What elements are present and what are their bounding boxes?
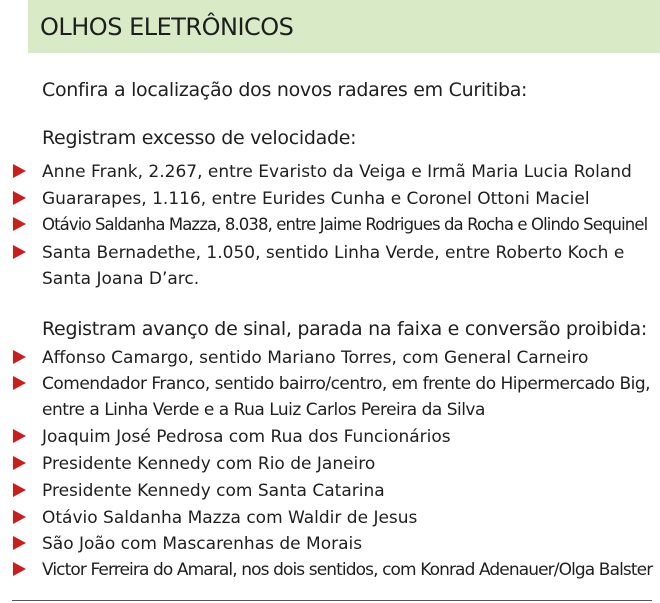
triangle-bullet-icon (13, 191, 26, 205)
triangle-bullet-icon (13, 217, 26, 231)
list-item-text: Comendador Franco, sentido bairro/centro, em frente do Hipermercado Big, entre a Linha Verde e a Rua Luiz Carlos Pereira da Silva (42, 374, 651, 420)
page-title: OLHOS ELETRÔNICOS (40, 13, 294, 41)
list-item-text: Joaquim José Pedrosa com Rua dos Funcionários (42, 427, 451, 447)
list-item-text: Presidente Kennedy com Rio de Janeiro (42, 454, 376, 474)
triangle-bullet-icon (13, 376, 26, 390)
triangle-bullet-icon (13, 429, 26, 443)
intro-text: Confira a localização dos novos radares em Curitiba: (42, 79, 528, 101)
triangle-bullet-icon (13, 536, 26, 550)
triangle-bullet-icon (13, 562, 26, 576)
section-heading-speed: Registram excesso de velocidade: (42, 127, 357, 149)
list-item-text: Otávio Saldanha Mazza, 8.038, entre Jaime Rodrigues da Rocha e Olindo Sequinel (42, 215, 648, 234)
triangle-bullet-icon (13, 164, 26, 178)
list-item-text: Victor Ferreira do Amaral, nos dois sentidos, com Konrad Adenauer/Olga Balster (42, 560, 653, 580)
list-item-text: Guararapes, 1.116, entre Eurides Cunha e Coronel Ottoni Maciel (42, 189, 590, 209)
list-item-text: Otávio Saldanha Mazza com Waldir de Jesus (42, 508, 418, 528)
header-band (28, 0, 660, 53)
triangle-bullet-icon (13, 456, 26, 470)
triangle-bullet-icon (13, 245, 26, 259)
list-item-text: Affonso Camargo, sentido Mariano Torres, com General Carneiro (42, 348, 589, 368)
list-item-text: Anne Frank, 2.267, entre Evaristo da Veiga e Irmã Maria Lucia Roland (42, 162, 632, 182)
triangle-bullet-icon (13, 483, 26, 497)
section-heading-signal: Registram avanço de sinal, parada na faixa e conversão proibida: (42, 318, 647, 340)
triangle-bullet-icon (13, 510, 26, 524)
list-item-text: São João com Mascarenhas de Morais (42, 534, 363, 554)
list-item-text: Santa Bernadethe, 1.050, sentido Linha Verde, entre Roberto Koch e Santa Joana D’arc. (42, 243, 625, 289)
triangle-bullet-icon (13, 350, 26, 364)
bottom-divider (12, 600, 652, 601)
list-item-text: Presidente Kennedy com Santa Catarina (42, 481, 385, 501)
